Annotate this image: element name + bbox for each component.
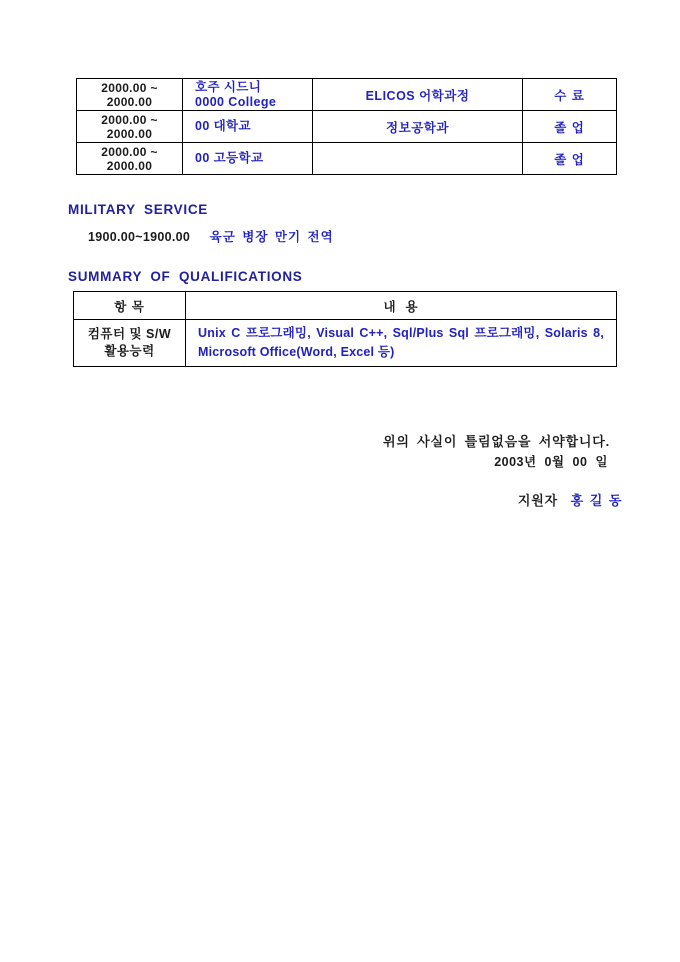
education-status-cell: 졸 업: [523, 111, 617, 143]
qualifications-item-line1: 컴퓨터 및 S/W: [87, 327, 172, 341]
qualifications-content-header: 내 용: [186, 292, 617, 320]
qualifications-item-header: 항 목: [74, 292, 186, 320]
education-period-line2: 2000.00: [106, 94, 153, 109]
education-school-cell: [183, 111, 313, 143]
qualifications-heading: SUMMARY OF QUALIFICATIONS: [68, 269, 303, 284]
education-school-line1: 00 고등학교: [195, 151, 264, 165]
education-period-cell: [77, 79, 183, 111]
table-header-row: [74, 292, 617, 320]
pledge-date: 2003년 0월 00 일: [494, 455, 608, 469]
education-school-line1: 00 대학교: [195, 119, 252, 133]
education-period-line2: 2000.00: [106, 126, 153, 141]
education-school-line2: 0000 College: [195, 94, 277, 109]
education-period-cell: [77, 143, 183, 175]
education-period-line1: 2000.00 ~: [101, 112, 158, 127]
table-row: [77, 111, 617, 143]
education-school-line1: 호주 시드니: [195, 79, 262, 94]
qualifications-item-line2: 활용능력: [104, 344, 155, 358]
education-school-cell: [183, 143, 313, 175]
military-service-entry: [88, 227, 334, 245]
education-major-cell: [313, 143, 523, 175]
qualifications-content-cell: Unix C 프로그래밍, Visual C++, Sql/Plus Sql 프로그래밍, Solaris 8, Microsoft Office(Word, Excel 등): [186, 320, 617, 367]
qualifications-item-cell: [74, 320, 186, 367]
qualifications-table: [73, 291, 617, 367]
table-row: [77, 79, 617, 111]
pledge-statement: 위의 사실이 틀림없음을 서약합니다.: [382, 434, 610, 449]
military-period: 1900.00~1900.00: [88, 230, 191, 244]
military-detail: 육군 병장 만기 전역: [209, 230, 334, 244]
education-status-cell: 졸 업: [523, 143, 617, 175]
military-service-heading: MILITARY SERVICE: [68, 202, 208, 217]
education-major-cell: ELICOS 어학과정: [313, 79, 523, 111]
table-row: [74, 320, 617, 367]
education-period-cell: [77, 111, 183, 143]
table-row: [77, 143, 617, 175]
applicant-label: 지원자: [517, 493, 558, 508]
education-school-cell: [183, 79, 313, 111]
education-period-line2: 2000.00: [106, 158, 153, 173]
education-table: [76, 78, 617, 175]
education-status-cell: 수 료: [523, 79, 617, 111]
education-period-line1: 2000.00 ~: [101, 80, 158, 95]
applicant-name: 홍 길 동: [570, 493, 623, 508]
applicant-signature-line: [518, 490, 623, 509]
education-major-cell: 정보공학과: [313, 111, 523, 143]
education-period-line1: 2000.00 ~: [101, 144, 158, 159]
